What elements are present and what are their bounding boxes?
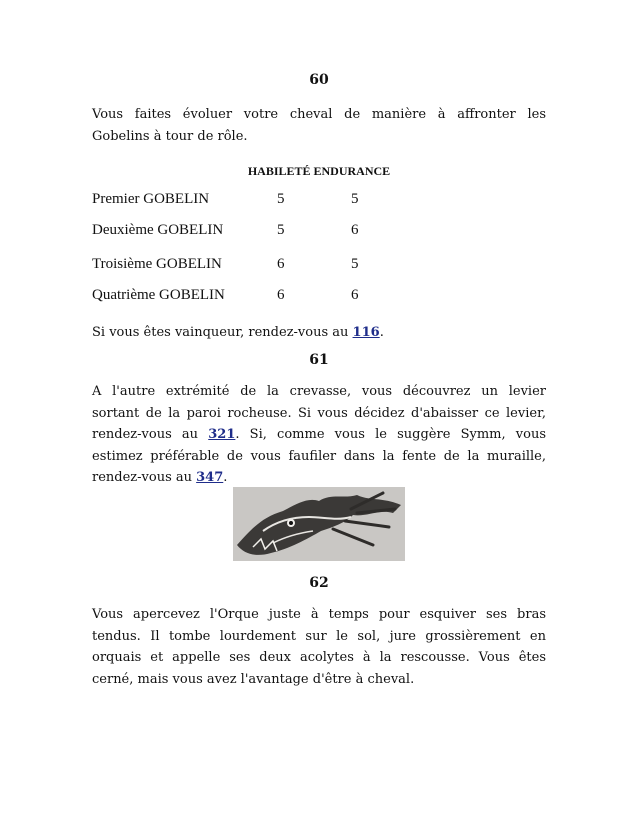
text-line: estimez préférable de vous faufiler dans la fente de la muraille, (92, 448, 546, 464)
text-fragment: . (223, 470, 228, 485)
section-61-text (92, 381, 546, 489)
text-line: A l'autre extrémité de la crevasse, vous découvrez un levier (92, 384, 546, 399)
section-number-62: 62 (309, 575, 329, 591)
stat-header: HABILETÉ ENDURANCE (247, 164, 391, 178)
creature-pupil (289, 521, 293, 525)
text-fragment: rendez-vous au (92, 427, 209, 442)
text-line: tendus. Il tombe lourdement sur le sol, jure grossièrement en (92, 628, 546, 644)
text-line: Vous apercevez l'Orque juste à temps pour esquiver ses bras (92, 607, 546, 622)
enemy-name: Deuxième GOBELIN (92, 222, 224, 238)
link-347[interactable]: 347 (196, 470, 224, 485)
section-62-text (92, 604, 546, 690)
section-number-60: 60 (309, 72, 329, 88)
enemy-name: Quatrième GOBELIN (92, 287, 225, 303)
text-line: Vous faites évoluer votre cheval de manière à affronter les (92, 107, 546, 122)
link-116[interactable]: 116 (352, 325, 380, 340)
enemy-habilete: 6 (277, 287, 285, 303)
text-line: orquais et appelle ses deux acolytes à la rescousse. Vous êtes (92, 650, 546, 665)
text-line: sortant de la paroi rocheuse. Si vous décidez d'abaisser ce levier, (92, 405, 546, 421)
enemy-name: Troisième GOBELIN (92, 256, 222, 272)
enemy-habilete: 5 (277, 191, 285, 207)
text-fragment: . Si, comme vous le suggère Symm, vous (235, 427, 546, 442)
enemy-name: Premier GOBELIN (92, 191, 210, 207)
section-60-outcome (92, 322, 546, 344)
enemy-endurance: 5 (351, 191, 359, 207)
enemy-endurance: 6 (351, 222, 359, 238)
text-line: Gobelins à tour de rôle. (92, 128, 248, 144)
enemy-endurance: 5 (351, 256, 359, 272)
link-321[interactable]: 321 (208, 427, 236, 442)
enemy-habilete: 5 (277, 222, 285, 238)
creature-illustration (233, 487, 405, 561)
text-line: cerné, mais vous avez l'avantage d'être à cheval. (92, 671, 415, 687)
section-60-text (92, 104, 546, 147)
enemy-habilete: 6 (277, 256, 285, 272)
outcome-punct: . (379, 325, 384, 340)
enemy-endurance: 6 (351, 287, 359, 303)
section-number-61: 61 (309, 352, 329, 368)
outcome-text: Si vous êtes vainqueur, rendez-vous au (92, 325, 353, 340)
text-fragment: rendez-vous au (92, 470, 197, 485)
